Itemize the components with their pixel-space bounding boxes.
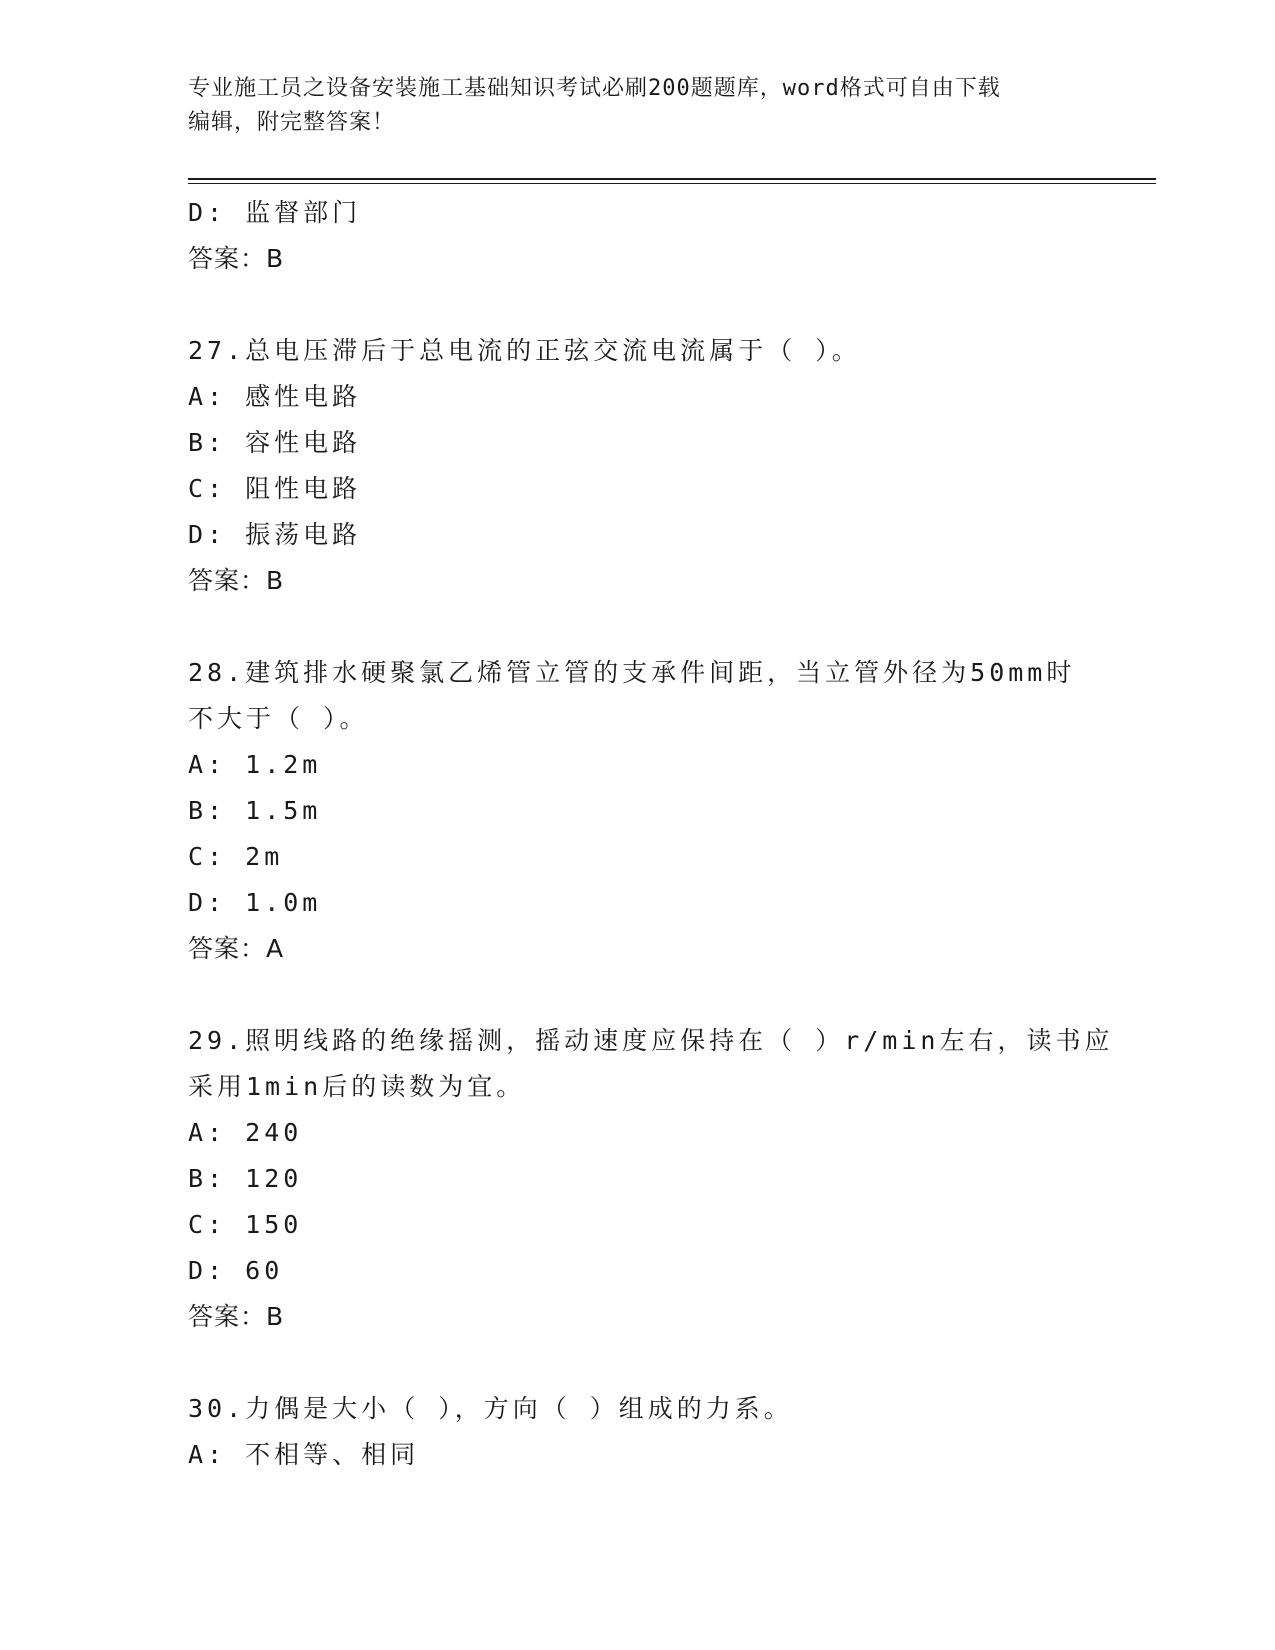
block-spacer — [188, 282, 1088, 328]
option-c: C: 150 — [188, 1210, 303, 1239]
option-b: B: 120 — [188, 1164, 303, 1193]
question-text-continued: 不大于（ ）。 — [188, 704, 369, 733]
question-block-27 — [188, 328, 1088, 604]
document-header — [188, 72, 1088, 140]
option-b: B: 1.5m — [188, 796, 322, 825]
option-b: B: 容性电路 — [188, 428, 362, 457]
option-d: D: 振荡电路 — [188, 520, 362, 549]
block-spacer — [188, 1340, 1088, 1386]
question-list — [188, 190, 1114, 1478]
option-d: D: 监督部门 — [188, 198, 362, 227]
question-text: 28.建筑排水硬聚氯乙烯管立管的支承件间距，当立管外径为50mm时 — [188, 658, 1076, 687]
answer-line: 答案：B — [188, 244, 285, 273]
answer-line: 答案：A — [188, 934, 285, 963]
option-c: C: 阻性电路 — [188, 474, 362, 503]
option-d: D: 1.0m — [188, 888, 322, 917]
question-block-26 — [188, 190, 1088, 282]
header-line-1: 专业施工员之设备安装施工基础知识考试必刷200题题库，word格式可自由下载 — [188, 76, 1001, 101]
option-a: A: 1.2m — [188, 750, 322, 779]
block-spacer — [188, 972, 1088, 1018]
question-text: 30.力偶是大小（ ），方向（ ）组成的力系。 — [188, 1394, 793, 1423]
question-block-29 — [188, 1018, 1114, 1340]
option-c: C: 2m — [188, 842, 284, 871]
header-divider-thin — [188, 183, 1156, 184]
block-spacer — [188, 604, 1088, 650]
answer-line: 答案：B — [188, 566, 285, 595]
answer-line: 答案：B — [188, 1302, 285, 1331]
option-a: A: 不相等、相同 — [188, 1440, 420, 1469]
question-block-30 — [188, 1386, 1088, 1478]
question-text: 29.照明线路的绝缘摇测，摇动速度应保持在（ ）r/min左右，读书应 — [188, 1026, 1114, 1055]
question-text-continued: 采用1min后的读数为宜。 — [188, 1072, 526, 1101]
option-a: A: 240 — [188, 1118, 303, 1147]
question-text: 27.总电压滞后于总电流的正弦交流电流属于（ ）。 — [188, 336, 861, 365]
header-divider-thick — [188, 178, 1156, 180]
option-d: D: 60 — [188, 1256, 284, 1285]
question-block-28 — [188, 650, 1088, 972]
header-line-2: 编辑，附完整答案！ — [188, 110, 396, 135]
option-a: A: 感性电路 — [188, 382, 362, 411]
